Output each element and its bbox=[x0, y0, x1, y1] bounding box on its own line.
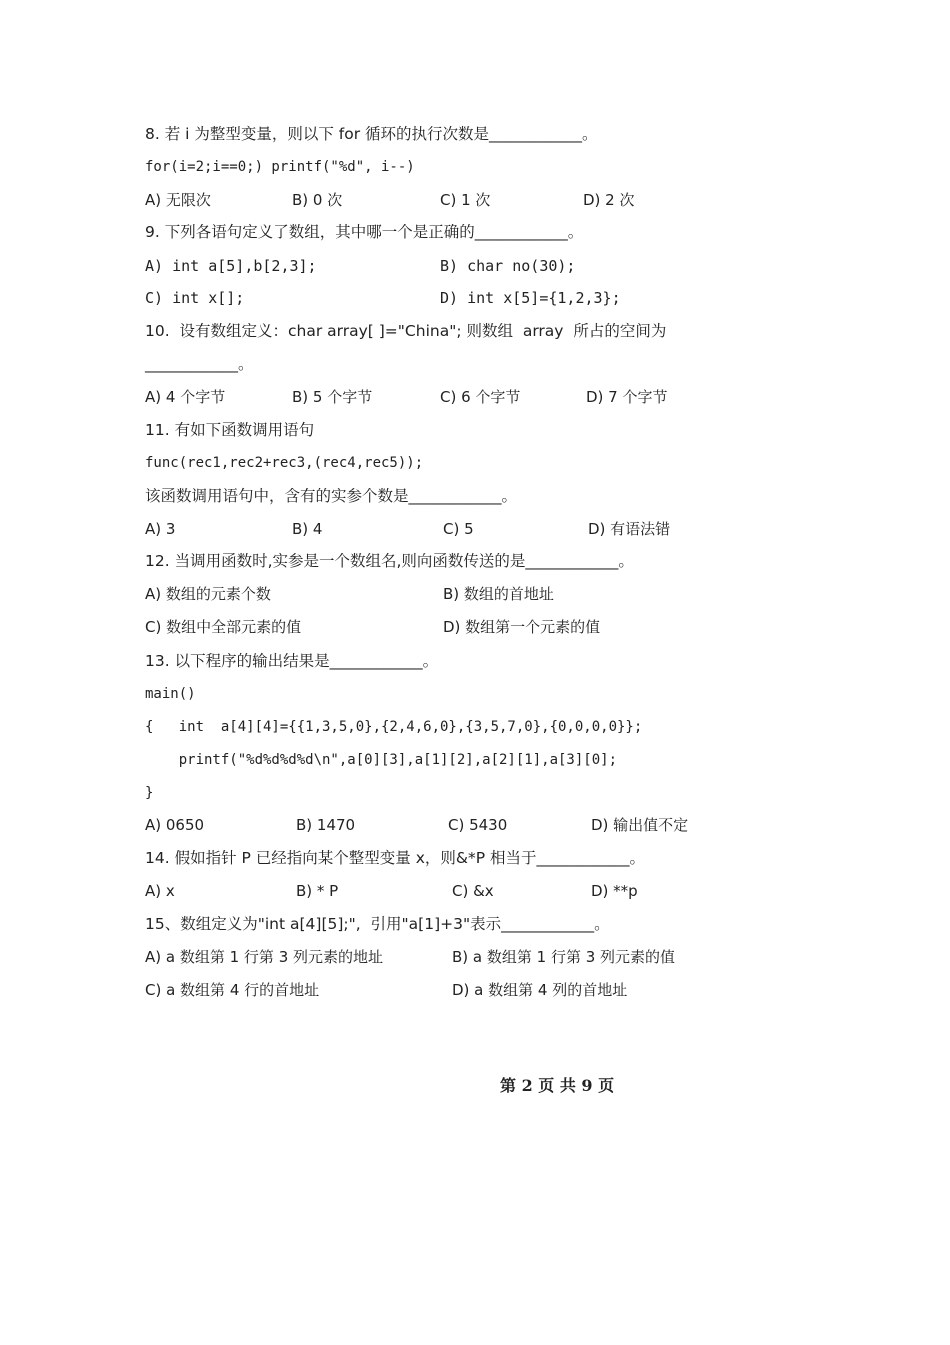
question-13-option-a: A) 0650 bbox=[145, 816, 205, 834]
question-11-stem: 11. 有如下函数调用语句 bbox=[145, 421, 315, 439]
question-15-option-a: A) a 数组第 1 行第 3 列元素的地址 bbox=[145, 948, 384, 966]
question-9-option-d: D) int x[5]={1,2,3}; bbox=[440, 289, 621, 307]
question-12-option-c: C) 数组中全部元素的值 bbox=[145, 618, 302, 636]
question-14-option-d: D) **p bbox=[591, 882, 638, 900]
question-10-stem: 10. 设有数组定义：char array[ ]="China"; 则数组 array 所占的空间为 bbox=[145, 322, 667, 340]
question-11-option-d: D) 有语法错 bbox=[588, 520, 671, 538]
code-line-2: { int a[4][4]={{1,3,5,0},{2,4,6,0},{3,5,7,0},{0,0,0,0}}; bbox=[145, 719, 643, 735]
question-9-option-b: B) char no(30); bbox=[440, 257, 576, 275]
question-14-stem: 14. 假如指针 P 已经指向某个整型变量 x，则&*P 相当于____________。 bbox=[145, 849, 645, 867]
question-8-code: for(i=2;i==0;) printf("%d", i--) bbox=[145, 159, 415, 175]
question-13-option-b: B) 1470 bbox=[296, 816, 356, 834]
question-10-option-a: A) 4 个字节 bbox=[145, 388, 226, 406]
question-11-code: func(rec1,rec2+rec3,(rec4,rec5)); bbox=[145, 455, 424, 471]
question-11-option-c: C) 5 bbox=[443, 520, 474, 538]
question-10-option-b: B) 5 个字节 bbox=[292, 388, 373, 406]
question-11-stem-continued: 该函数调用语句中，含有的实参个数是____________。 bbox=[145, 487, 518, 505]
question-8-option-c: C) 1 次 bbox=[440, 191, 491, 209]
question-15-stem: 15、数组定义为"int a[4][5];", 引用"a[1]+3"表示____________。 bbox=[145, 915, 610, 933]
question-9-option-c: C) int x[]; bbox=[145, 289, 245, 307]
question-11-option-a: A) 3 bbox=[145, 520, 176, 538]
question-14-option-c: C) &x bbox=[452, 882, 494, 900]
question-12-option-d: D) 数组第一个元素的值 bbox=[443, 618, 601, 636]
question-14-option-b: B) * P bbox=[296, 882, 339, 900]
question-12-stem: 12. 当调用函数时,实参是一个数组名,则向函数传送的是____________。 bbox=[145, 552, 634, 570]
question-8-option-d: D) 2 次 bbox=[583, 191, 635, 209]
question-10-stem-continued: ____________。 bbox=[145, 355, 254, 373]
question-12-option-b: B) 数组的首地址 bbox=[443, 585, 554, 603]
question-10-option-d: D) 7 个字节 bbox=[586, 388, 668, 406]
code-line-1: main() bbox=[145, 686, 196, 702]
question-9-stem: 9. 下列各语句定义了数组，其中哪一个是正确的____________。 bbox=[145, 223, 584, 241]
question-8-stem: 8. 若 i 为整型变量，则以下 for 循环的执行次数是____________。 bbox=[145, 125, 598, 143]
question-9-option-a: A) int a[5],b[2,3]; bbox=[145, 257, 317, 275]
page-footer: 第 2 页 共 9 页 bbox=[500, 1076, 615, 1095]
question-8-option-b: B) 0 次 bbox=[292, 191, 343, 209]
question-13-option-c: C) 5430 bbox=[448, 816, 508, 834]
code-line-4: } bbox=[145, 785, 154, 801]
question-13-stem: 13. 以下程序的输出结果是____________。 bbox=[145, 652, 439, 670]
question-15-option-c: C) a 数组第 4 行的首地址 bbox=[145, 981, 320, 999]
question-14-option-a: A) x bbox=[145, 882, 175, 900]
question-8-option-a: A) 无限次 bbox=[145, 191, 211, 209]
question-11-option-b: B) 4 bbox=[292, 520, 323, 538]
question-10-option-c: C) 6 个字节 bbox=[440, 388, 521, 406]
question-15-option-b: B) a 数组第 1 行第 3 列元素的值 bbox=[452, 948, 676, 966]
code-line-3: printf("%d%d%d%d\n",a[0][3],a[1][2],a[2][1],a[3][0]; bbox=[145, 752, 618, 768]
question-15-option-d: D) a 数组第 4 列的首地址 bbox=[452, 981, 628, 999]
question-13-option-d: D) 输出值不定 bbox=[591, 816, 689, 834]
question-12-option-a: A) 数组的元素个数 bbox=[145, 585, 271, 603]
